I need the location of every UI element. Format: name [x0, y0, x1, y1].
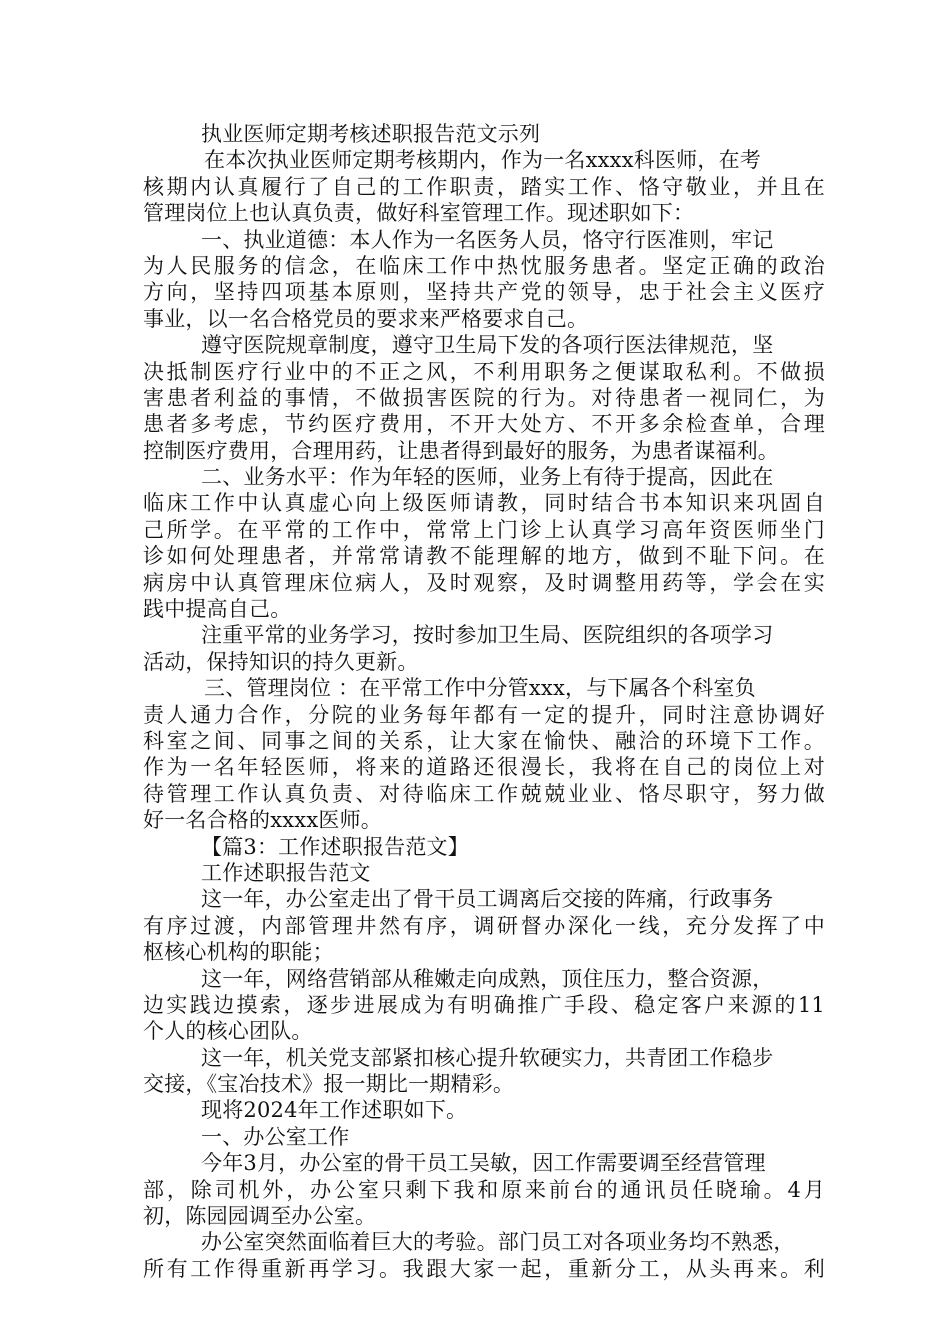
- paragraph-line: 交接，《宝冶技术》报一期比一期精彩。: [143, 1072, 515, 1097]
- paragraph-line: 核期内认真履行了自己的工作职责，踏实工作、恪守敬业，并且在: [143, 174, 825, 199]
- paragraph-line: 今年3月，办公室的骨干员工吴敏，因工作需要调至经营管理: [201, 1151, 766, 1176]
- paragraph-line: 活动，保持知识的持久更新。: [143, 649, 419, 674]
- paragraph-line: 有序过渡，内部管理井然有序，调研督办深化一线，充分发挥了中: [143, 913, 825, 938]
- paragraph-line: 这一年，办公室走出了骨干员工调离后交接的阵痛，行政事务: [201, 887, 774, 912]
- paragraph-line: 边实践边摸索，逐步进展成为有明确推广手段、稳定客户来源的11: [143, 992, 825, 1017]
- paragraph-line: 控制医疗费用，合理用药，让患者得到最好的服务，为患者谋福利。: [143, 438, 779, 463]
- section-heading-line: 一、办公室工作: [201, 1124, 350, 1149]
- section-heading-line: 一、执业道德：本人作为一名医务人员，恪守行医准则，牢记: [201, 227, 774, 252]
- paragraph-line: 为人民服务的信念，在临床工作中热忱服务患者。坚定正确的政治: [143, 253, 825, 278]
- paragraph-line: 临床工作中认真虚心向上级医师请教，同时结合书本知识来巩固自: [143, 491, 825, 516]
- paragraph-line: 枢核心机构的职能；: [143, 940, 334, 965]
- paragraph-line: 科室之间、同事之间的关系，让大家在愉快、融洽的环境下工作。: [143, 728, 825, 753]
- paragraph-line: 遵守医院规章制度，遵守卫生局下发的各项行医法律规范，坚: [201, 333, 774, 358]
- paragraph-line: 这一年，网络营销部从稚嫩走向成熟，顶住压力，整合资源，: [201, 966, 774, 991]
- paragraph-line: 这一年，机关党支部紧扣核心提升软硬实力，共青团工作稳步: [201, 1045, 774, 1070]
- paragraph-line: 诊如何处理患者，并常常请教不能理解的地方，做到不耻下问。在: [143, 544, 825, 569]
- paragraph-line: 践中提高自己。: [143, 597, 292, 622]
- chapter-heading: 【篇3：工作述职报告范文】: [201, 834, 469, 859]
- paragraph-line: 个人的核心团队。: [143, 1019, 313, 1044]
- paragraph-line: 在本次执业医师定期考核期内，作为一名xxxx科医师，在考: [204, 148, 761, 173]
- paragraph-line: 病房中认真管理床位病人，及时观察，及时调整用药等，学会在实: [143, 570, 825, 595]
- paragraph-line: 部，除司机外，办公室只剩下我和原来前台的通讯员任晓瑜。4月: [143, 1177, 825, 1202]
- paragraph-line: 事业，以一名合格党员的要求来严格要求自己。: [143, 306, 589, 331]
- document-title: 执业医师定期考核述职报告范文示列: [201, 122, 541, 146]
- paragraph-line: 患者多考虑，节约医疗费用，不开大处方、不开多余检查单，合理: [143, 412, 825, 437]
- paragraph-line: 好一名合格的xxxx医师。: [143, 808, 382, 833]
- paragraph-line: 决抵制医疗行业中的不正之风，不利用职务之便谋取私利。不做损: [143, 359, 825, 384]
- paragraph-line: 害患者利益的事情，不做损害医院的行为。对待患者一视同仁，为: [143, 385, 825, 410]
- paragraph-line: 作为一名年轻医师，将来的道路还很漫长，我将在自己的岗位上对: [143, 755, 825, 780]
- paragraph-line: 己所学。在平常的工作中，常常上门诊上认真学习高年资医师坐门: [143, 517, 825, 542]
- paragraph-line: 办公室突然面临着巨大的考验。部门员工对各项业务均不熟悉，: [201, 1230, 795, 1255]
- paragraph-line: 管理岗位上也认真负责，做好科室管理工作。现述职如下：: [143, 201, 695, 226]
- paragraph-line: 待管理工作认真负责、对待临床工作兢兢业业、恪尽职守，努力做: [143, 781, 825, 806]
- paragraph-line: 注重平常的业务学习，按时参加卫生局、医院组织的各项学习: [201, 623, 774, 648]
- section-title: 工作述职报告范文: [201, 860, 371, 885]
- section-heading-line: 二、业务水平：作为年轻的医师，业务上有待于提高，因此在: [201, 465, 774, 490]
- paragraph-line: 初，陈园园调至办公室。: [143, 1204, 377, 1229]
- paragraph-line: 现将2024年工作述职如下。: [201, 1098, 468, 1123]
- section-heading-line: 三、管理岗位 ：在平常工作中分管xxx，与下属各个科室负: [204, 676, 756, 701]
- document-body: [143, 121, 825, 1282]
- paragraph-line: 责人通力合作，分院的业务每年都有一定的提升，同时注意协调好: [143, 702, 825, 727]
- paragraph-line: 所有工作得重新再学习。我跟大家一起，重新分工，从头再来。利: [143, 1256, 825, 1281]
- paragraph-line: 方向，坚持四项基本原则，坚持共产党的领导，忠于社会主义医疗: [143, 280, 825, 305]
